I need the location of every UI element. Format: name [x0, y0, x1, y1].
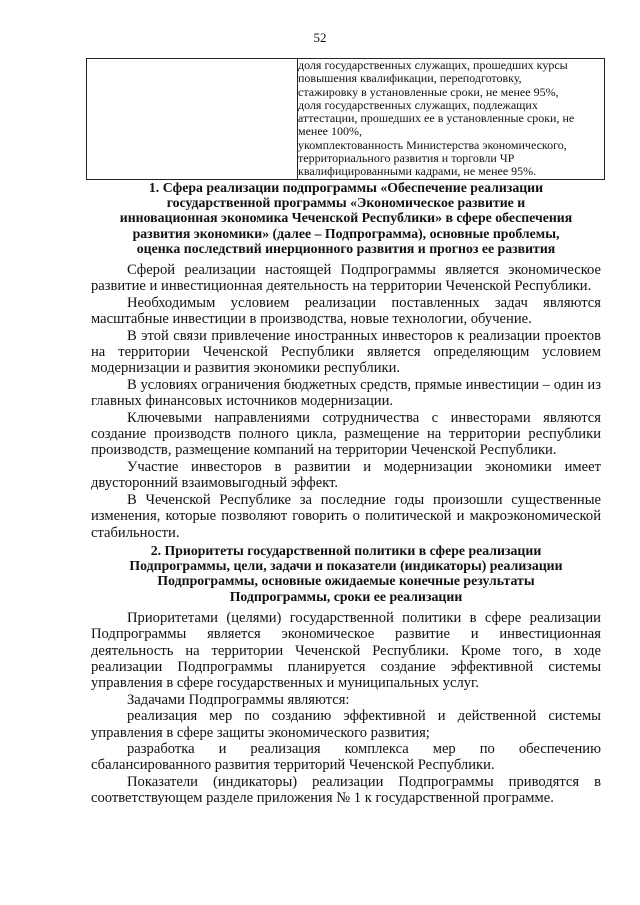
- indicators-table-fragment: [86, 58, 605, 180]
- table-row: [87, 59, 605, 180]
- table-text-line: квалифицированными кадрами, не менее 95%.: [298, 164, 537, 179]
- paragraph: Участие инвесторов в развитии и модернизации экономики имеет двусторонний взаимовыгодный эффект.: [91, 458, 601, 492]
- table-text-line: стажировку в установленные сроки, не менее 95%,: [298, 84, 559, 99]
- paragraph: В этой связи привлечение иностранных инвесторов к реализации проектов на территории Чеченской Республики является определяющим условием модернизации и развития экономики республики.: [91, 327, 601, 377]
- heading-line: Подпрограммы, цели, задачи и показатели (индикаторы) реализации: [129, 558, 563, 574]
- main-content: [91, 180, 601, 807]
- table-text-line: аттестации, прошедших ее в установленные сроки, не: [298, 111, 575, 126]
- table-text-line: доля государственных служащих, прошедших курсы: [298, 58, 568, 72]
- table-cell-empty: [87, 59, 298, 180]
- paragraph: Показатели (индикаторы) реализации Подпрограммы приводятся в соответствующем разделе приложения № 1 к государственной программе.: [91, 773, 601, 807]
- paragraph: Задачами Подпрограммы являются:: [127, 691, 350, 708]
- section-1-heading: [91, 180, 601, 256]
- paragraph: Необходимым условием реализации поставленных задач являются масштабные инвестиции в производства, новые технологии, обучение.: [91, 294, 601, 328]
- heading-line: 2. Приоритеты государственной политики в сфере реализации: [150, 542, 542, 558]
- heading-line: Подпрограммы, сроки ее реализации: [229, 588, 463, 604]
- table-text-line: менее 100%,: [298, 124, 362, 139]
- paragraph: Ключевыми направлениями сотрудничества с инвесторами являются создание производств полного цикла, размещение на территории республики производств, размещение компаний на территории Чеченской Республики.: [91, 409, 601, 459]
- page-number: 52: [313, 30, 327, 45]
- table-text-line: территориального развития и торговли ЧР: [298, 151, 515, 166]
- heading-line: государственной программы «Экономическое развитие и: [166, 195, 526, 211]
- heading-line: Подпрограммы, основные ожидаемые конечные результаты: [157, 573, 535, 589]
- paragraph: реализация мер по созданию эффективной и действенной системы управления в сфере защиты экономического развития;: [91, 708, 601, 741]
- paragraph: разработка и реализация комплекса мер по обеспечению сбалансированного развития территорий Чеченской Республики.: [91, 740, 601, 774]
- paragraph: В Чеченской Республике за последние годы произошли существенные изменения, которые позволяют говорить о политической и макроэкономической стабильности.: [91, 491, 601, 541]
- section-2-heading: [91, 543, 601, 604]
- heading-line: оценка последствий инерционного развития и прогноз ее развития: [136, 240, 556, 256]
- table-text-line: повышения квалификации, переподготовку,: [298, 71, 522, 86]
- table-cell-indicators: [298, 59, 605, 180]
- paragraph: В условиях ограничения бюджетных средств, прямые инвестиции – один из главных финансовых источников модернизации.: [91, 376, 601, 410]
- table-text-line: доля государственных служащих, подлежащих: [298, 97, 538, 112]
- table-text-line: укомплектованность Министерства экономического,: [298, 137, 567, 152]
- paragraph: Приоритетами (целями) государственной политики в сфере реализации Подпрограммы является экономическое развитие и инвестиционная деятельность на территории Чеченской Республики. Кроме того, в ходе реализации Подпрограммы планируется создание эффективной системы управления в сфере государственных и муниципальных услуг.: [91, 609, 601, 692]
- heading-line: 1. Сфера реализации подпрограммы «Обеспечение реализации: [148, 180, 544, 195]
- heading-line: инновационная экономика Чеченской Республики» в сфере обеспечения: [119, 210, 573, 226]
- heading-line: развития экономики» (далее – Подпрограмма), основные проблемы,: [132, 225, 560, 241]
- paragraph: Сферой реализации настоящей Подпрограммы является экономическое развитие и инвестиционная деятельность на территории Чеченской Республики.: [91, 262, 601, 295]
